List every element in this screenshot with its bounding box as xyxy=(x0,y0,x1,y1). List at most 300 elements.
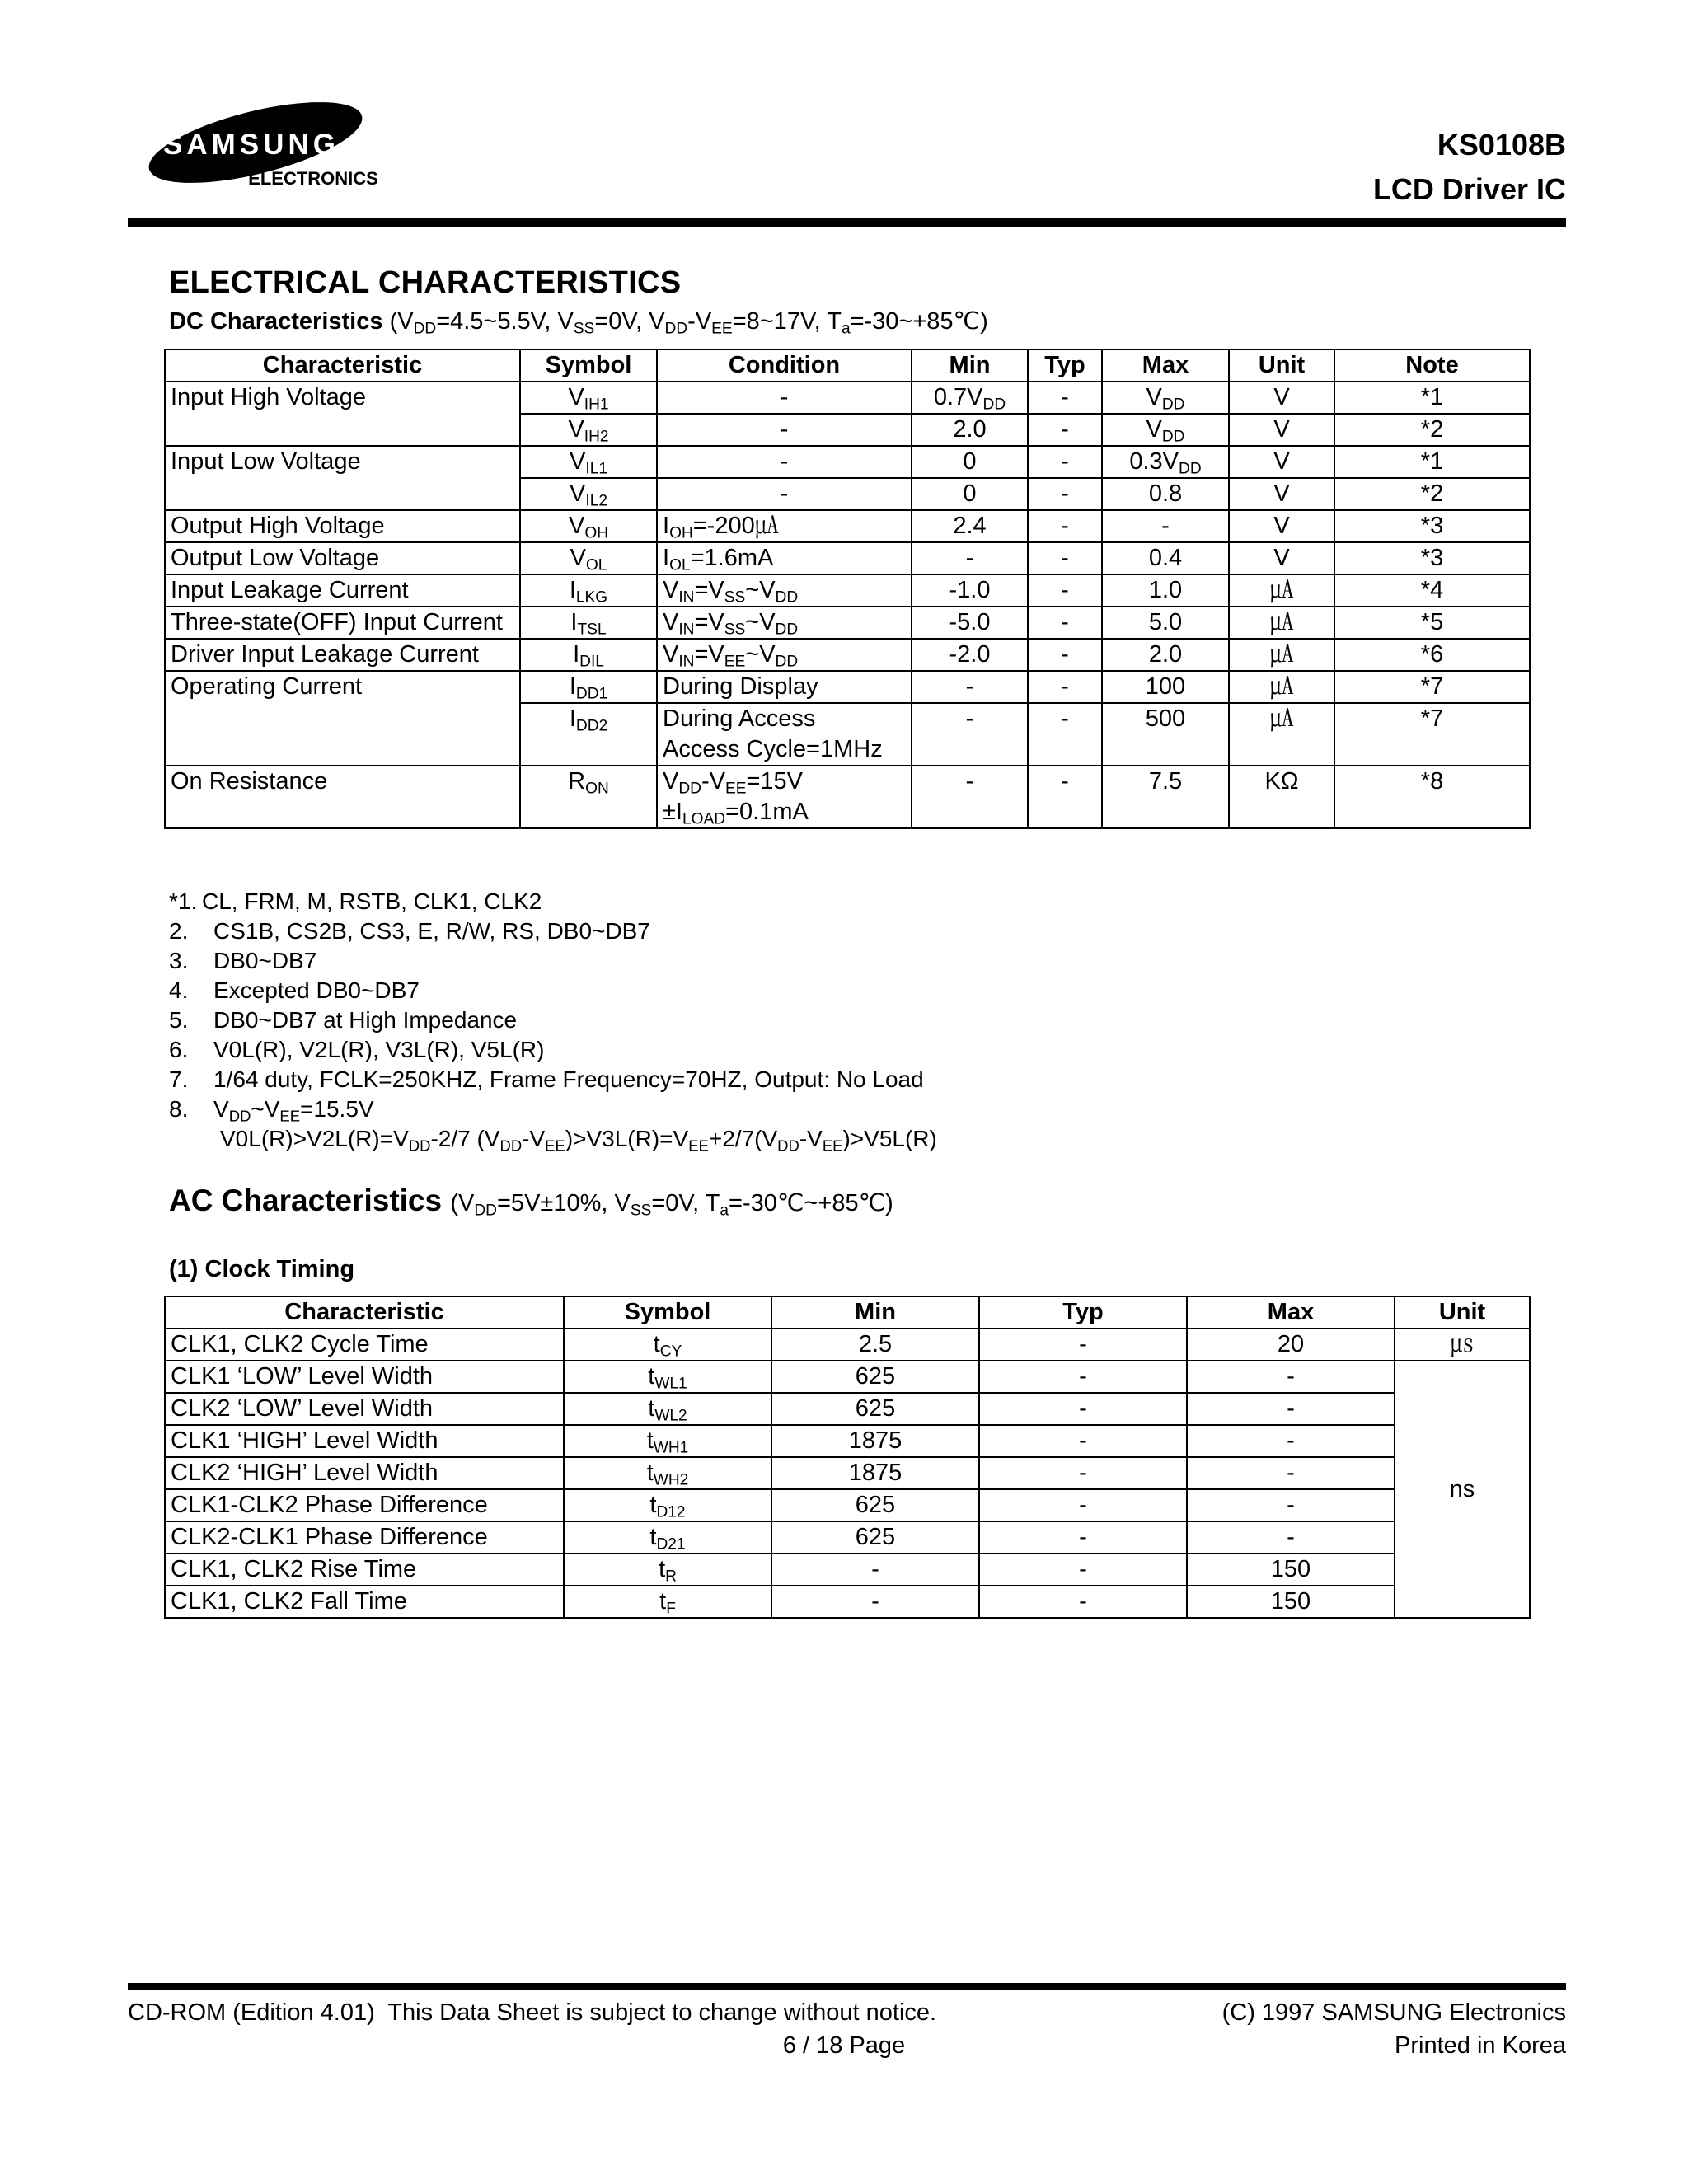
dc-characteristic xyxy=(165,446,520,510)
ac-row xyxy=(165,1361,1530,1393)
cell-text: Input Low Voltage xyxy=(171,448,361,475)
dc-condition xyxy=(657,574,912,607)
subscript: EE xyxy=(545,1137,565,1155)
dc-symbol xyxy=(520,766,657,828)
ac-row xyxy=(165,1554,1530,1586)
text-run: -V xyxy=(701,768,725,794)
dc-max xyxy=(1102,446,1229,478)
cell-text: - xyxy=(965,673,974,700)
dc-typ xyxy=(1028,478,1102,510)
text-run: -V xyxy=(687,308,712,335)
cell-text: *2 xyxy=(1420,480,1444,507)
dc-condition xyxy=(657,414,912,446)
text-run: +2/7(V xyxy=(708,1126,778,1151)
text-run: =V xyxy=(694,609,724,635)
part-number: KS0108B xyxy=(1437,128,1566,162)
ac-row xyxy=(165,1521,1530,1554)
ac-title xyxy=(169,1183,893,1218)
cell-text: 0.3V xyxy=(1129,448,1179,475)
condition-line xyxy=(663,672,906,702)
logo-subtext: ELECTRONICS xyxy=(248,168,378,189)
text-run: I xyxy=(570,609,578,635)
dc-typ xyxy=(1028,574,1102,607)
text-run: I xyxy=(663,513,670,539)
note-number: 5. xyxy=(169,1007,189,1033)
text-run: I xyxy=(573,641,580,668)
ac-max xyxy=(1187,1457,1395,1489)
dc-row xyxy=(165,607,1530,639)
cell-text: - xyxy=(1079,1524,1087,1550)
condition-line xyxy=(663,607,906,638)
ac-conditions xyxy=(450,1190,893,1220)
cell-text: V xyxy=(1273,513,1290,539)
dc-condition xyxy=(657,703,912,766)
ac-typ xyxy=(979,1586,1187,1618)
ac-typ xyxy=(979,1393,1187,1425)
subscript: EE xyxy=(724,780,747,798)
cell-text: -1.0 xyxy=(949,577,991,603)
dc-symbol xyxy=(520,446,657,478)
ac-row xyxy=(165,1329,1530,1361)
text-run: V xyxy=(570,545,586,571)
cell-text: Driver Input Leakage Current xyxy=(171,641,479,668)
dc-row xyxy=(165,542,1530,574)
note-item xyxy=(169,976,937,1005)
dc-unit xyxy=(1229,574,1334,607)
text-run: V xyxy=(570,480,586,507)
cell-text: 2.5 xyxy=(858,1331,893,1357)
note-item xyxy=(169,887,937,916)
ac-symbol xyxy=(564,1361,771,1393)
cell-text: 625 xyxy=(855,1395,896,1422)
dc-note xyxy=(1334,574,1530,607)
cell-text: 100 xyxy=(1145,673,1186,700)
cell-text: - xyxy=(1079,1331,1087,1357)
dc-conditions xyxy=(389,308,988,338)
condition-line xyxy=(663,704,906,734)
cell-text: 0 xyxy=(963,448,977,475)
ac-typ xyxy=(979,1457,1187,1489)
dc-max xyxy=(1102,510,1229,542)
dc-max xyxy=(1102,382,1229,414)
dc-header-note: Note xyxy=(1334,349,1530,382)
subscript: OH xyxy=(669,524,693,542)
cell-text: 5.0 xyxy=(1148,609,1183,635)
dc-title-label: DC Characteristics xyxy=(169,308,383,335)
subscript: DD xyxy=(228,1107,251,1125)
subscript: DD xyxy=(664,320,688,338)
subscript: EE xyxy=(724,653,746,671)
note-text: V0L(R), V2L(R), V3L(R), V5L(R) xyxy=(213,1037,545,1062)
ac-characteristic xyxy=(165,1521,564,1554)
ac-header-min: Min xyxy=(771,1296,979,1329)
dc-note xyxy=(1334,542,1530,574)
text-run: V xyxy=(568,384,584,410)
footer-printed: Printed in Korea xyxy=(1395,2032,1566,2059)
ac-row xyxy=(165,1586,1530,1618)
clock-timing-table xyxy=(164,1296,1531,1619)
condition-line xyxy=(663,447,906,477)
dc-min xyxy=(912,382,1028,414)
dc-max xyxy=(1102,703,1229,766)
text-run: -2/7 (V xyxy=(430,1126,500,1151)
ac-header-symbol: Symbol xyxy=(564,1296,771,1329)
note-text: DB0~DB7 xyxy=(213,948,317,973)
cell-text: 1875 xyxy=(848,1427,903,1454)
cell-text: 1.0 xyxy=(1148,577,1183,603)
cell-text: CLK2-CLK1 Phase Difference xyxy=(171,1524,488,1550)
dc-characteristic xyxy=(165,671,520,766)
subscript: LOAD xyxy=(682,810,726,828)
text-run: V xyxy=(663,577,679,603)
dc-note xyxy=(1334,414,1530,446)
ac-header-max: Max xyxy=(1187,1296,1395,1329)
cell-text: ns xyxy=(1449,1475,1475,1502)
text-run: ±I xyxy=(663,799,682,825)
ac-symbol xyxy=(564,1425,771,1457)
text-run: =V xyxy=(694,577,724,603)
note-text xyxy=(169,1124,937,1154)
ac-max xyxy=(1187,1329,1395,1361)
cell-text: - xyxy=(1061,577,1069,603)
dc-characteristic xyxy=(165,542,520,574)
subscript: DD xyxy=(775,588,799,607)
subscript: CY xyxy=(659,1343,682,1361)
ac-min xyxy=(771,1489,979,1521)
dc-min xyxy=(912,446,1028,478)
dc-unit xyxy=(1229,414,1334,446)
cell-text: - xyxy=(965,705,974,732)
subscript: EE xyxy=(688,1137,709,1155)
dc-header-symbol: Symbol xyxy=(520,349,657,382)
ac-symbol xyxy=(564,1586,771,1618)
cell-text: V xyxy=(1273,448,1290,475)
note-text: CS1B, CS2B, CS3, E, R/W, RS, DB0~DB7 xyxy=(213,918,650,944)
logo-text: SAMSUNG xyxy=(163,129,340,161)
cell-text: V xyxy=(1273,384,1290,410)
dc-note xyxy=(1334,607,1530,639)
subscript: WL1 xyxy=(654,1375,687,1393)
cell-text: CLK1 ‘LOW’ Level Width xyxy=(171,1363,434,1390)
subscript: DD xyxy=(474,1202,497,1220)
ac-max xyxy=(1187,1554,1395,1586)
text-run: -V xyxy=(522,1126,546,1151)
cell-text: CLK2 ‘HIGH’ Level Width xyxy=(171,1460,438,1486)
dc-title xyxy=(169,307,988,338)
cell-text: - xyxy=(1061,384,1069,410)
dc-unit xyxy=(1229,639,1334,671)
ac-characteristic xyxy=(165,1586,564,1618)
text-run: ~V xyxy=(745,577,776,603)
dc-characteristic xyxy=(165,574,520,607)
dc-characteristics-table xyxy=(164,349,1531,829)
note-text: CL, FRM, M, RSTB, CLK1, CLK2 xyxy=(202,888,542,914)
cell-text: KΩ xyxy=(1264,768,1299,794)
ac-characteristic xyxy=(165,1393,564,1425)
cell-text: ㎲ xyxy=(1450,1331,1475,1357)
dc-row xyxy=(165,446,1530,478)
text-run: t xyxy=(648,1395,655,1422)
cell-text: - xyxy=(1061,641,1069,668)
dc-typ xyxy=(1028,446,1102,478)
cell-text: V xyxy=(1146,384,1162,410)
text-run: R xyxy=(568,768,586,794)
subscript: DD2 xyxy=(575,717,608,735)
cell-text: 0 xyxy=(963,480,977,507)
cell-text: - xyxy=(871,1588,879,1615)
ac-unit xyxy=(1395,1329,1530,1361)
subscript: D21 xyxy=(656,1535,686,1554)
ac-min xyxy=(771,1361,979,1393)
cell-text: ㎂ xyxy=(1269,705,1294,732)
cell-text: 0.4 xyxy=(1148,545,1183,571)
subscript: DD xyxy=(777,1137,799,1155)
text-run: (V xyxy=(389,308,414,335)
condition-line xyxy=(663,640,906,670)
dc-unit xyxy=(1229,478,1334,510)
note-number: 2. xyxy=(169,918,189,944)
text-run: )>V5L(R) xyxy=(842,1126,937,1151)
text-run: I xyxy=(569,705,576,732)
subscript: DD xyxy=(1161,396,1185,414)
dc-condition xyxy=(657,766,912,828)
text-run: =1.6mA xyxy=(690,545,774,571)
dc-unit xyxy=(1229,446,1334,478)
ac-characteristic xyxy=(165,1361,564,1393)
subscript: EE xyxy=(711,320,733,338)
dc-max xyxy=(1102,414,1229,446)
cell-text: - xyxy=(1079,1556,1087,1582)
ac-row xyxy=(165,1489,1530,1521)
dc-min xyxy=(912,607,1028,639)
cell-text: -5.0 xyxy=(949,609,991,635)
header-rule xyxy=(128,218,1566,227)
cell-text: - xyxy=(780,416,789,443)
cell-text: *1 xyxy=(1420,384,1444,410)
dc-characteristic xyxy=(165,639,520,671)
dc-header-max: Max xyxy=(1102,349,1229,382)
text-run: V xyxy=(663,609,679,635)
dc-characteristic xyxy=(165,607,520,639)
cell-text: CLK1, CLK2 Fall Time xyxy=(171,1588,407,1615)
ac-max xyxy=(1187,1586,1395,1618)
dc-condition xyxy=(657,639,912,671)
cell-text: *3 xyxy=(1420,513,1444,539)
note-number: 4. xyxy=(169,977,189,1003)
ac-row xyxy=(165,1457,1530,1489)
subscript: DD1 xyxy=(575,685,608,703)
ac-max xyxy=(1187,1361,1395,1393)
cell-text: During Access xyxy=(663,705,816,732)
ac-header-unit: Unit xyxy=(1395,1296,1530,1329)
text-run: =4.5~5.5V, V xyxy=(436,308,574,335)
condition-line xyxy=(663,543,906,574)
dc-max xyxy=(1102,607,1229,639)
dc-max xyxy=(1102,671,1229,703)
dc-note xyxy=(1334,446,1530,478)
ac-typ xyxy=(979,1329,1187,1361)
cell-text: CLK1, CLK2 Cycle Time xyxy=(171,1331,429,1357)
subscript: IN xyxy=(678,653,695,671)
text-run: t xyxy=(649,1524,657,1550)
dc-typ xyxy=(1028,607,1102,639)
ac-min xyxy=(771,1425,979,1457)
cell-text: - xyxy=(1079,1395,1087,1422)
subscript: TSL xyxy=(577,621,607,639)
dc-header-min: Min xyxy=(912,349,1028,382)
dc-unit xyxy=(1229,703,1334,766)
dc-row xyxy=(165,382,1530,414)
cell-text: 2.0 xyxy=(953,416,987,443)
cell-text: CLK1 ‘HIGH’ Level Width xyxy=(171,1427,438,1454)
cell-text: - xyxy=(965,545,974,571)
ac-row xyxy=(165,1393,1530,1425)
cell-text: V xyxy=(1273,416,1290,443)
ac-min xyxy=(771,1554,979,1586)
cell-text: - xyxy=(1287,1363,1295,1390)
dc-typ xyxy=(1028,766,1102,828)
cell-text: V xyxy=(1273,545,1290,571)
ac-symbol xyxy=(564,1521,771,1554)
ac-min xyxy=(771,1586,979,1618)
footer-rule xyxy=(128,1983,1566,1990)
text-run: V xyxy=(570,448,586,475)
text-run: =5V±10%, V xyxy=(497,1190,631,1216)
condition-line xyxy=(663,734,906,765)
dc-min xyxy=(912,414,1028,446)
note-item xyxy=(169,916,937,946)
cell-text: V xyxy=(1273,480,1290,507)
subscript: SS xyxy=(724,621,746,639)
cell-text: Three-state(OFF) Input Current xyxy=(171,609,503,635)
condition-line xyxy=(663,479,906,509)
dc-condition xyxy=(657,607,912,639)
ac-title-label: AC Characteristics xyxy=(169,1183,443,1217)
cell-text: CLK2 ‘LOW’ Level Width xyxy=(171,1395,434,1422)
dc-symbol xyxy=(520,703,657,766)
subscript: a xyxy=(841,320,851,338)
dc-unit xyxy=(1229,382,1334,414)
subscript: LKG xyxy=(575,588,608,607)
dc-unit xyxy=(1229,766,1334,828)
subscript: D12 xyxy=(656,1503,686,1521)
part-description: LCD Driver IC xyxy=(1372,172,1566,206)
cell-text: 2.4 xyxy=(953,513,987,539)
dc-symbol xyxy=(520,478,657,510)
cell-text: - xyxy=(1061,768,1069,794)
text-run: V xyxy=(663,768,679,794)
cell-text: - xyxy=(1287,1524,1295,1550)
cell-text: *7 xyxy=(1420,673,1444,700)
cell-text: - xyxy=(1061,545,1069,571)
cell-text: ㎂ xyxy=(1269,641,1294,668)
dc-note xyxy=(1334,510,1530,542)
ac-max xyxy=(1187,1489,1395,1521)
cell-text: -2.0 xyxy=(949,641,991,668)
dc-symbol xyxy=(520,607,657,639)
cell-text: Output High Voltage xyxy=(171,513,385,539)
dc-symbol xyxy=(520,510,657,542)
cell-text: *7 xyxy=(1420,705,1444,732)
text-run: ~V xyxy=(745,641,776,668)
text-run: =0V, V xyxy=(594,308,665,335)
text-run: =0V, T xyxy=(651,1190,720,1216)
dc-min xyxy=(912,574,1028,607)
subscript: OH xyxy=(584,524,609,542)
dc-max xyxy=(1102,542,1229,574)
subscript: WL2 xyxy=(654,1407,687,1425)
subscript: IH1 xyxy=(584,396,609,414)
subscript: DD xyxy=(1179,460,1202,478)
ac-min xyxy=(771,1457,979,1489)
dc-condition xyxy=(657,671,912,703)
subscript: IH2 xyxy=(584,428,609,446)
dc-typ xyxy=(1028,414,1102,446)
ac-typ xyxy=(979,1489,1187,1521)
text-run: =15V xyxy=(746,768,804,794)
dc-note xyxy=(1334,766,1530,828)
dc-max xyxy=(1102,766,1229,828)
footer-notice: CD-ROM (Edition 4.01) This Data Sheet is subject to change without notice. xyxy=(128,1999,937,2026)
subscript: R xyxy=(665,1568,677,1586)
page-number: 6 / 18 Page xyxy=(782,2032,906,2059)
subscript: IL1 xyxy=(585,460,607,478)
cell-text: 625 xyxy=(855,1363,896,1390)
dc-condition xyxy=(657,382,912,414)
dc-characteristic xyxy=(165,382,520,446)
dc-row xyxy=(165,671,1530,703)
note-item xyxy=(169,1065,937,1094)
condition-line xyxy=(663,797,906,827)
cell-text: 625 xyxy=(855,1492,896,1518)
note-item xyxy=(169,1094,937,1124)
cell-text: - xyxy=(1079,1363,1087,1390)
cell-text: - xyxy=(1287,1427,1295,1454)
subscript: DD xyxy=(775,621,799,639)
dc-note xyxy=(1334,639,1530,671)
text-run: V0L(R)>V2L(R)=V xyxy=(220,1126,409,1151)
text-run: =V xyxy=(694,641,724,668)
ac-row xyxy=(165,1425,1530,1457)
subscript: OL xyxy=(585,556,607,574)
cell-text: 2.0 xyxy=(1148,641,1183,668)
cell-text: 0.8 xyxy=(1148,480,1183,507)
ac-characteristic xyxy=(165,1489,564,1521)
cell-text: - xyxy=(780,384,789,410)
dc-unit xyxy=(1229,542,1334,574)
subscript: a xyxy=(720,1202,729,1220)
dc-symbol xyxy=(520,542,657,574)
dc-typ xyxy=(1028,671,1102,703)
dc-row xyxy=(165,639,1530,671)
cell-text: - xyxy=(1079,1460,1087,1486)
dc-header-row xyxy=(165,349,1530,382)
note-number: 3. xyxy=(169,948,189,973)
subscript: DD xyxy=(775,653,799,671)
cell-text: - xyxy=(1061,705,1069,732)
cell-text: Input High Voltage xyxy=(171,384,367,410)
dc-min xyxy=(912,671,1028,703)
ac-symbol xyxy=(564,1554,771,1586)
dc-symbol xyxy=(520,671,657,703)
ac-unit-merged xyxy=(1395,1361,1530,1618)
note-number: 7. xyxy=(169,1066,189,1092)
ac-characteristic xyxy=(165,1457,564,1489)
dc-typ xyxy=(1028,382,1102,414)
ac-header-row xyxy=(165,1296,1530,1329)
cell-text: - xyxy=(1079,1492,1087,1518)
text-run: )>V3L(R)=V xyxy=(565,1126,689,1151)
